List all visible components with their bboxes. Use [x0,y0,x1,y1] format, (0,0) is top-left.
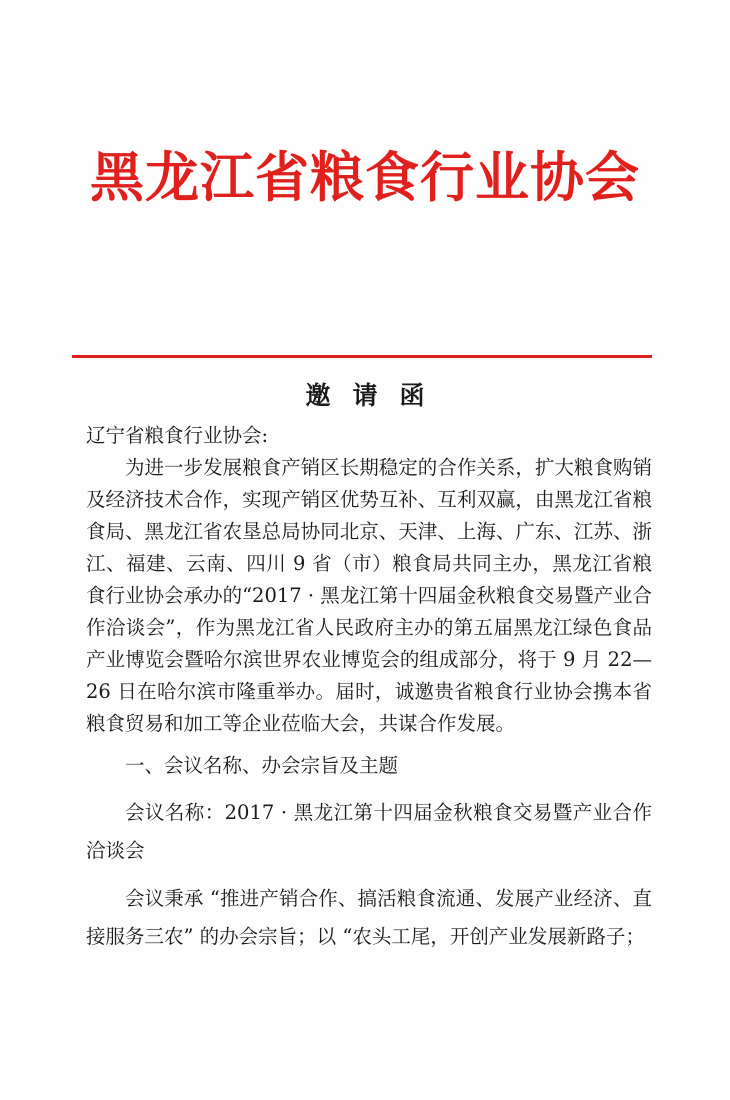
letterhead-divider [72,355,652,358]
letterhead-title: 黑龙江省粮食行业协会 [90,145,640,209]
letter-body [86,420,652,966]
paragraph-meeting-name: 会议名称：2017 · 黑龙江第十四届金秋粮食交易暨产业合作洽谈会 [86,801,652,862]
document-title: 邀请函 [305,381,447,410]
paragraph-invitation: 为进一步发展粮食产销区长期稳定的合作关系，扩大粮食购销及经济技术合作，实现产销区优势互补、互利双赢，由黑龙江省粮食局、黑龙江省农垦总局协同北京、天津、上海、广东、江苏、浙江、福建、云南、四川 9 省（市）粮食局共同主办，黑龙江省粮食行业协会承办的“2017 · 黑龙江第十四届金秋粮食交易暨产业合作洽谈会”，作为黑龙江省人民政府主办的第五届黑龙江绿色食品产业博览会暨哈尔滨世界农业博览会的组成部分，将于 9 月 22—26 日在哈尔滨市隆重举办。届时，诚邀贵省粮食行业协会携本省粮食贸易和加工等企业莅临大会，共谋合作发展。 [86,456,652,735]
section-heading-1: 一、会议名称、办会宗旨及主题 [125,754,399,777]
salutation: 辽宁省粮食行业协会: [86,424,269,447]
paragraph-meeting-purpose: 会议秉承 “推进产销合作、搞活粮食流通、发展产业经济、直接服务三农” 的办会宗旨；以 “农头工尾，开创产业发展新路子； [86,887,652,948]
